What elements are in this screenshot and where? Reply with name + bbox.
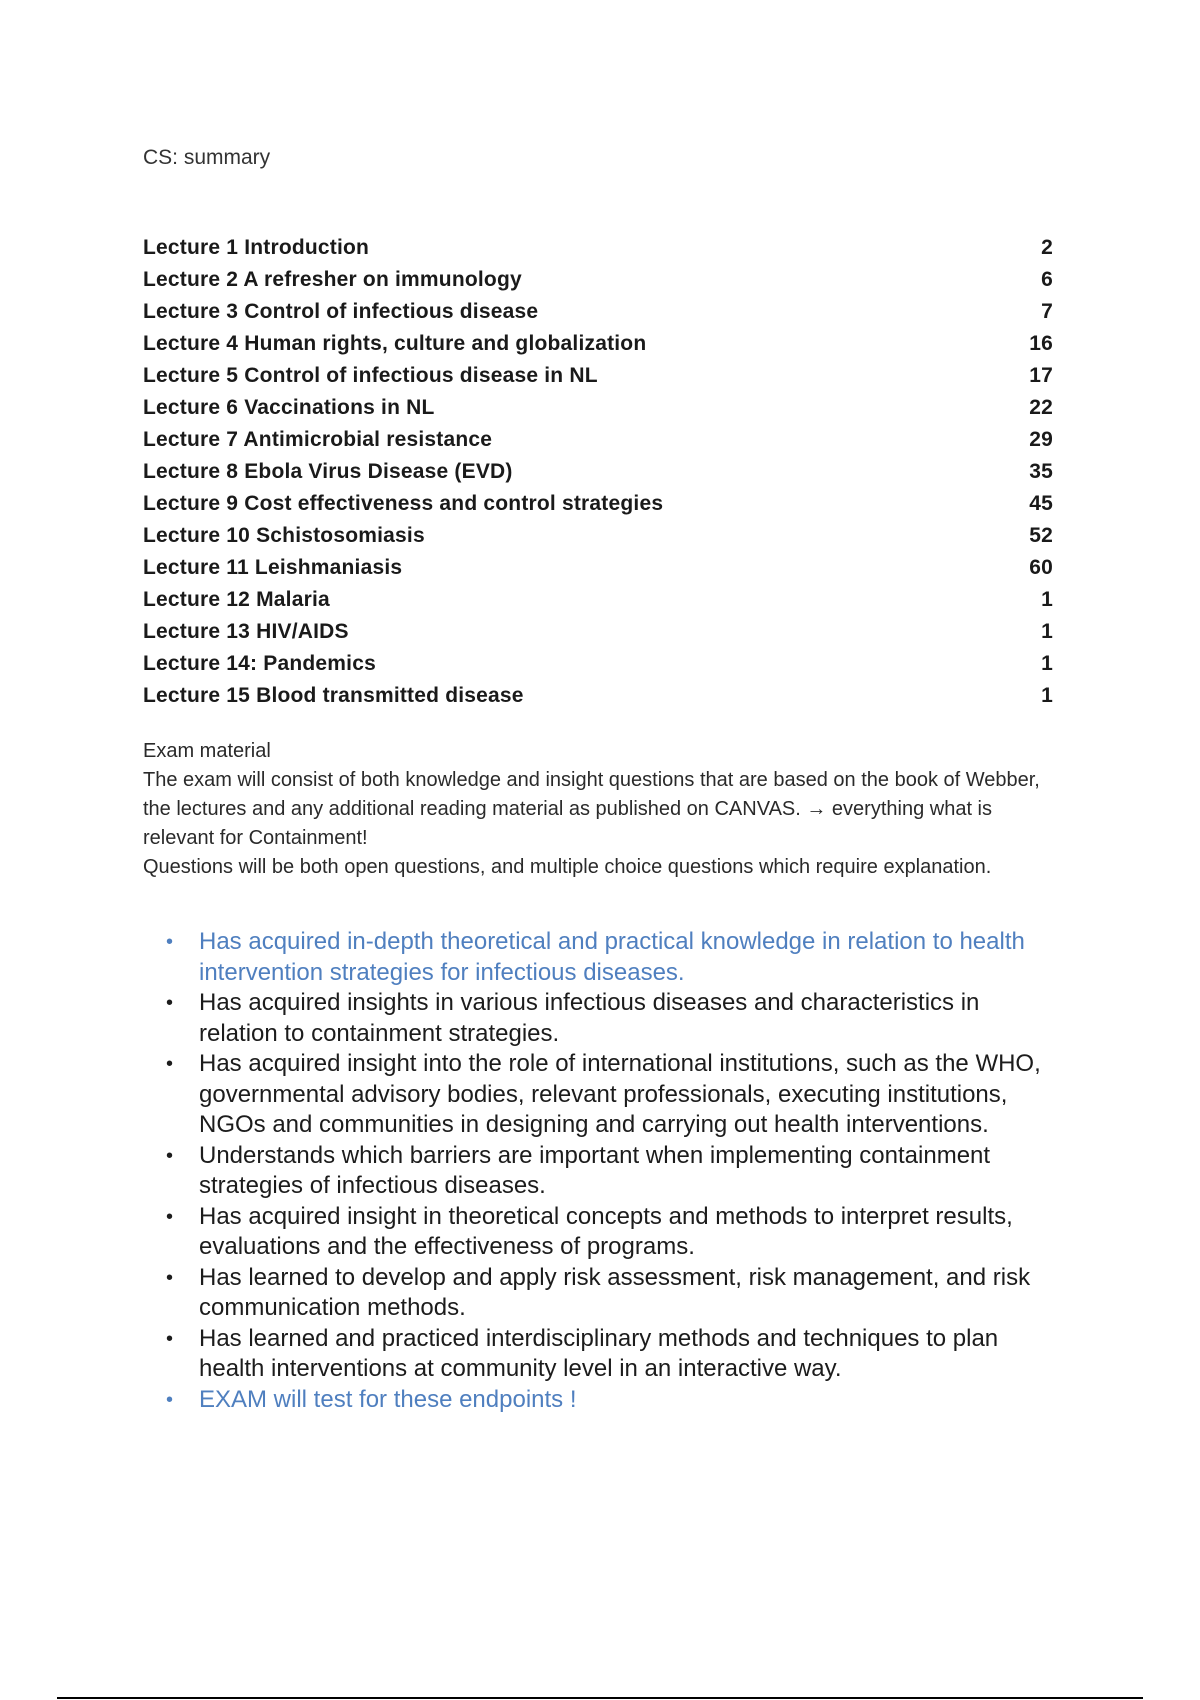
toc-page-number: 1	[1041, 588, 1053, 611]
toc-row[interactable]	[143, 268, 1053, 300]
page-title: CS: summary	[143, 146, 271, 169]
toc-label: Lecture 14: Pandemics	[143, 652, 376, 675]
toc-label: Lecture 6 Vaccinations in NL	[143, 396, 435, 419]
bullet-icon: •	[166, 1144, 174, 1167]
toc-row[interactable]	[143, 236, 1053, 268]
toc-row[interactable]	[143, 460, 1053, 492]
endpoint-text: Has acquired insights in various infectious diseases and characteristics in relation to containment strategies.	[199, 989, 980, 1047]
toc-row[interactable]	[143, 524, 1053, 556]
toc-page-number: 29	[1029, 428, 1053, 451]
endpoint-text: Has learned and practiced interdisciplinary methods and techniques to plan health interventions at community level in an interactive way.	[199, 1324, 999, 1382]
toc-row[interactable]	[143, 396, 1053, 428]
toc-page-number: 1	[1041, 684, 1053, 707]
toc-row[interactable]	[143, 300, 1053, 332]
toc-row[interactable]	[143, 428, 1053, 460]
list-item	[163, 1324, 1063, 1385]
toc-page-number: 1	[1041, 652, 1053, 675]
toc-row[interactable]	[143, 332, 1053, 364]
toc-page-number: 22	[1029, 396, 1053, 419]
list-item	[163, 1049, 1063, 1141]
exam-paragraph: The exam will consist of both knowledge and insight questions that are based on the book of Webber, the lectures and any additional reading material as published on CANVAS. → everything what is relevant for Containment!	[143, 769, 1040, 849]
exam-heading: Exam material	[143, 740, 271, 762]
list-item	[163, 1141, 1063, 1202]
bullet-icon: •	[166, 1388, 174, 1411]
bullet-icon: •	[166, 1053, 174, 1075]
bullet-icon: •	[166, 931, 174, 953]
toc-label: Lecture 11 Leishmaniasis	[143, 556, 403, 579]
toc-row[interactable]	[143, 684, 1053, 716]
toc-page-number: 52	[1029, 524, 1053, 547]
toc-row[interactable]	[143, 588, 1053, 620]
toc-page-number: 45	[1029, 492, 1053, 515]
toc-label: Lecture 10 Schistosomiasis	[143, 524, 425, 547]
toc-label: Lecture 5 Control of infectious disease in NL	[143, 364, 598, 387]
toc-page-number: 6	[1041, 268, 1053, 291]
exam-material-section	[143, 737, 1058, 882]
list-item	[163, 1202, 1063, 1263]
toc-page-number: 17	[1029, 364, 1053, 387]
toc-label: Lecture 9 Cost effectiveness and control strategies	[143, 492, 664, 515]
page-divider	[57, 1697, 1143, 1699]
toc-page-number: 2	[1041, 236, 1053, 259]
endpoint-list	[163, 927, 1063, 1415]
toc-row[interactable]	[143, 364, 1053, 396]
toc-page-number: 7	[1041, 300, 1053, 323]
toc-label: Lecture 8 Ebola Virus Disease (EVD)	[143, 460, 513, 483]
toc-label: Lecture 4 Human rights, culture and globalization	[143, 332, 647, 355]
toc-page-number: 16	[1029, 332, 1053, 355]
toc-label: Lecture 15 Blood transmitted disease	[143, 684, 524, 707]
toc-page-number: 60	[1029, 556, 1053, 579]
toc-label: Lecture 7 Antimicrobial resistance	[143, 428, 493, 451]
list-item	[163, 988, 1063, 1049]
toc-row[interactable]	[143, 620, 1053, 652]
toc-page-number: 1	[1041, 620, 1053, 643]
exam-paragraph: Questions will be both open questions, and multiple choice questions which require explanation.	[143, 856, 992, 878]
endpoint-text: Has acquired insight into the role of international institutions, such as the WHO, governmental advisory bodies, relevant professionals, executing institutions, NGOs and communities in designing and carrying out health interventions.	[199, 1050, 1041, 1138]
toc-label: Lecture 2 A refresher on immunology	[143, 268, 522, 291]
list-item	[163, 927, 1063, 988]
bullet-icon: •	[166, 992, 174, 1014]
endpoint-text: Has acquired insight in theoretical concepts and methods to interpret results, evaluations and the effectiveness of programs.	[199, 1202, 1013, 1260]
bullet-icon: •	[166, 1266, 174, 1289]
toc-label: Lecture 1 Introduction	[143, 236, 370, 259]
toc-page-number: 35	[1029, 460, 1053, 483]
table-of-contents	[143, 236, 1053, 716]
toc-row[interactable]	[143, 652, 1053, 684]
toc-row[interactable]	[143, 492, 1053, 524]
toc-label: Lecture 3 Control of infectious disease	[143, 300, 539, 323]
endpoint-text: Has learned to develop and apply risk assessment, risk management, and risk communication methods.	[199, 1263, 1031, 1321]
endpoint-text: Understands which barriers are important when implementing containment strategies of infectious diseases.	[199, 1141, 991, 1199]
toc-label: Lecture 13 HIV/AIDS	[143, 620, 349, 643]
bullet-icon: •	[166, 1327, 174, 1350]
list-item	[163, 1263, 1063, 1324]
toc-row[interactable]	[143, 556, 1053, 588]
list-item	[163, 1385, 1063, 1416]
toc-label: Lecture 12 Malaria	[143, 588, 330, 611]
endpoint-text: EXAM will test for these endpoints !	[199, 1385, 577, 1413]
endpoint-text: Has acquired in-depth theoretical and practical knowledge in relation to health intervention strategies for infectious diseases.	[199, 928, 1025, 986]
bullet-icon: •	[166, 1205, 174, 1228]
